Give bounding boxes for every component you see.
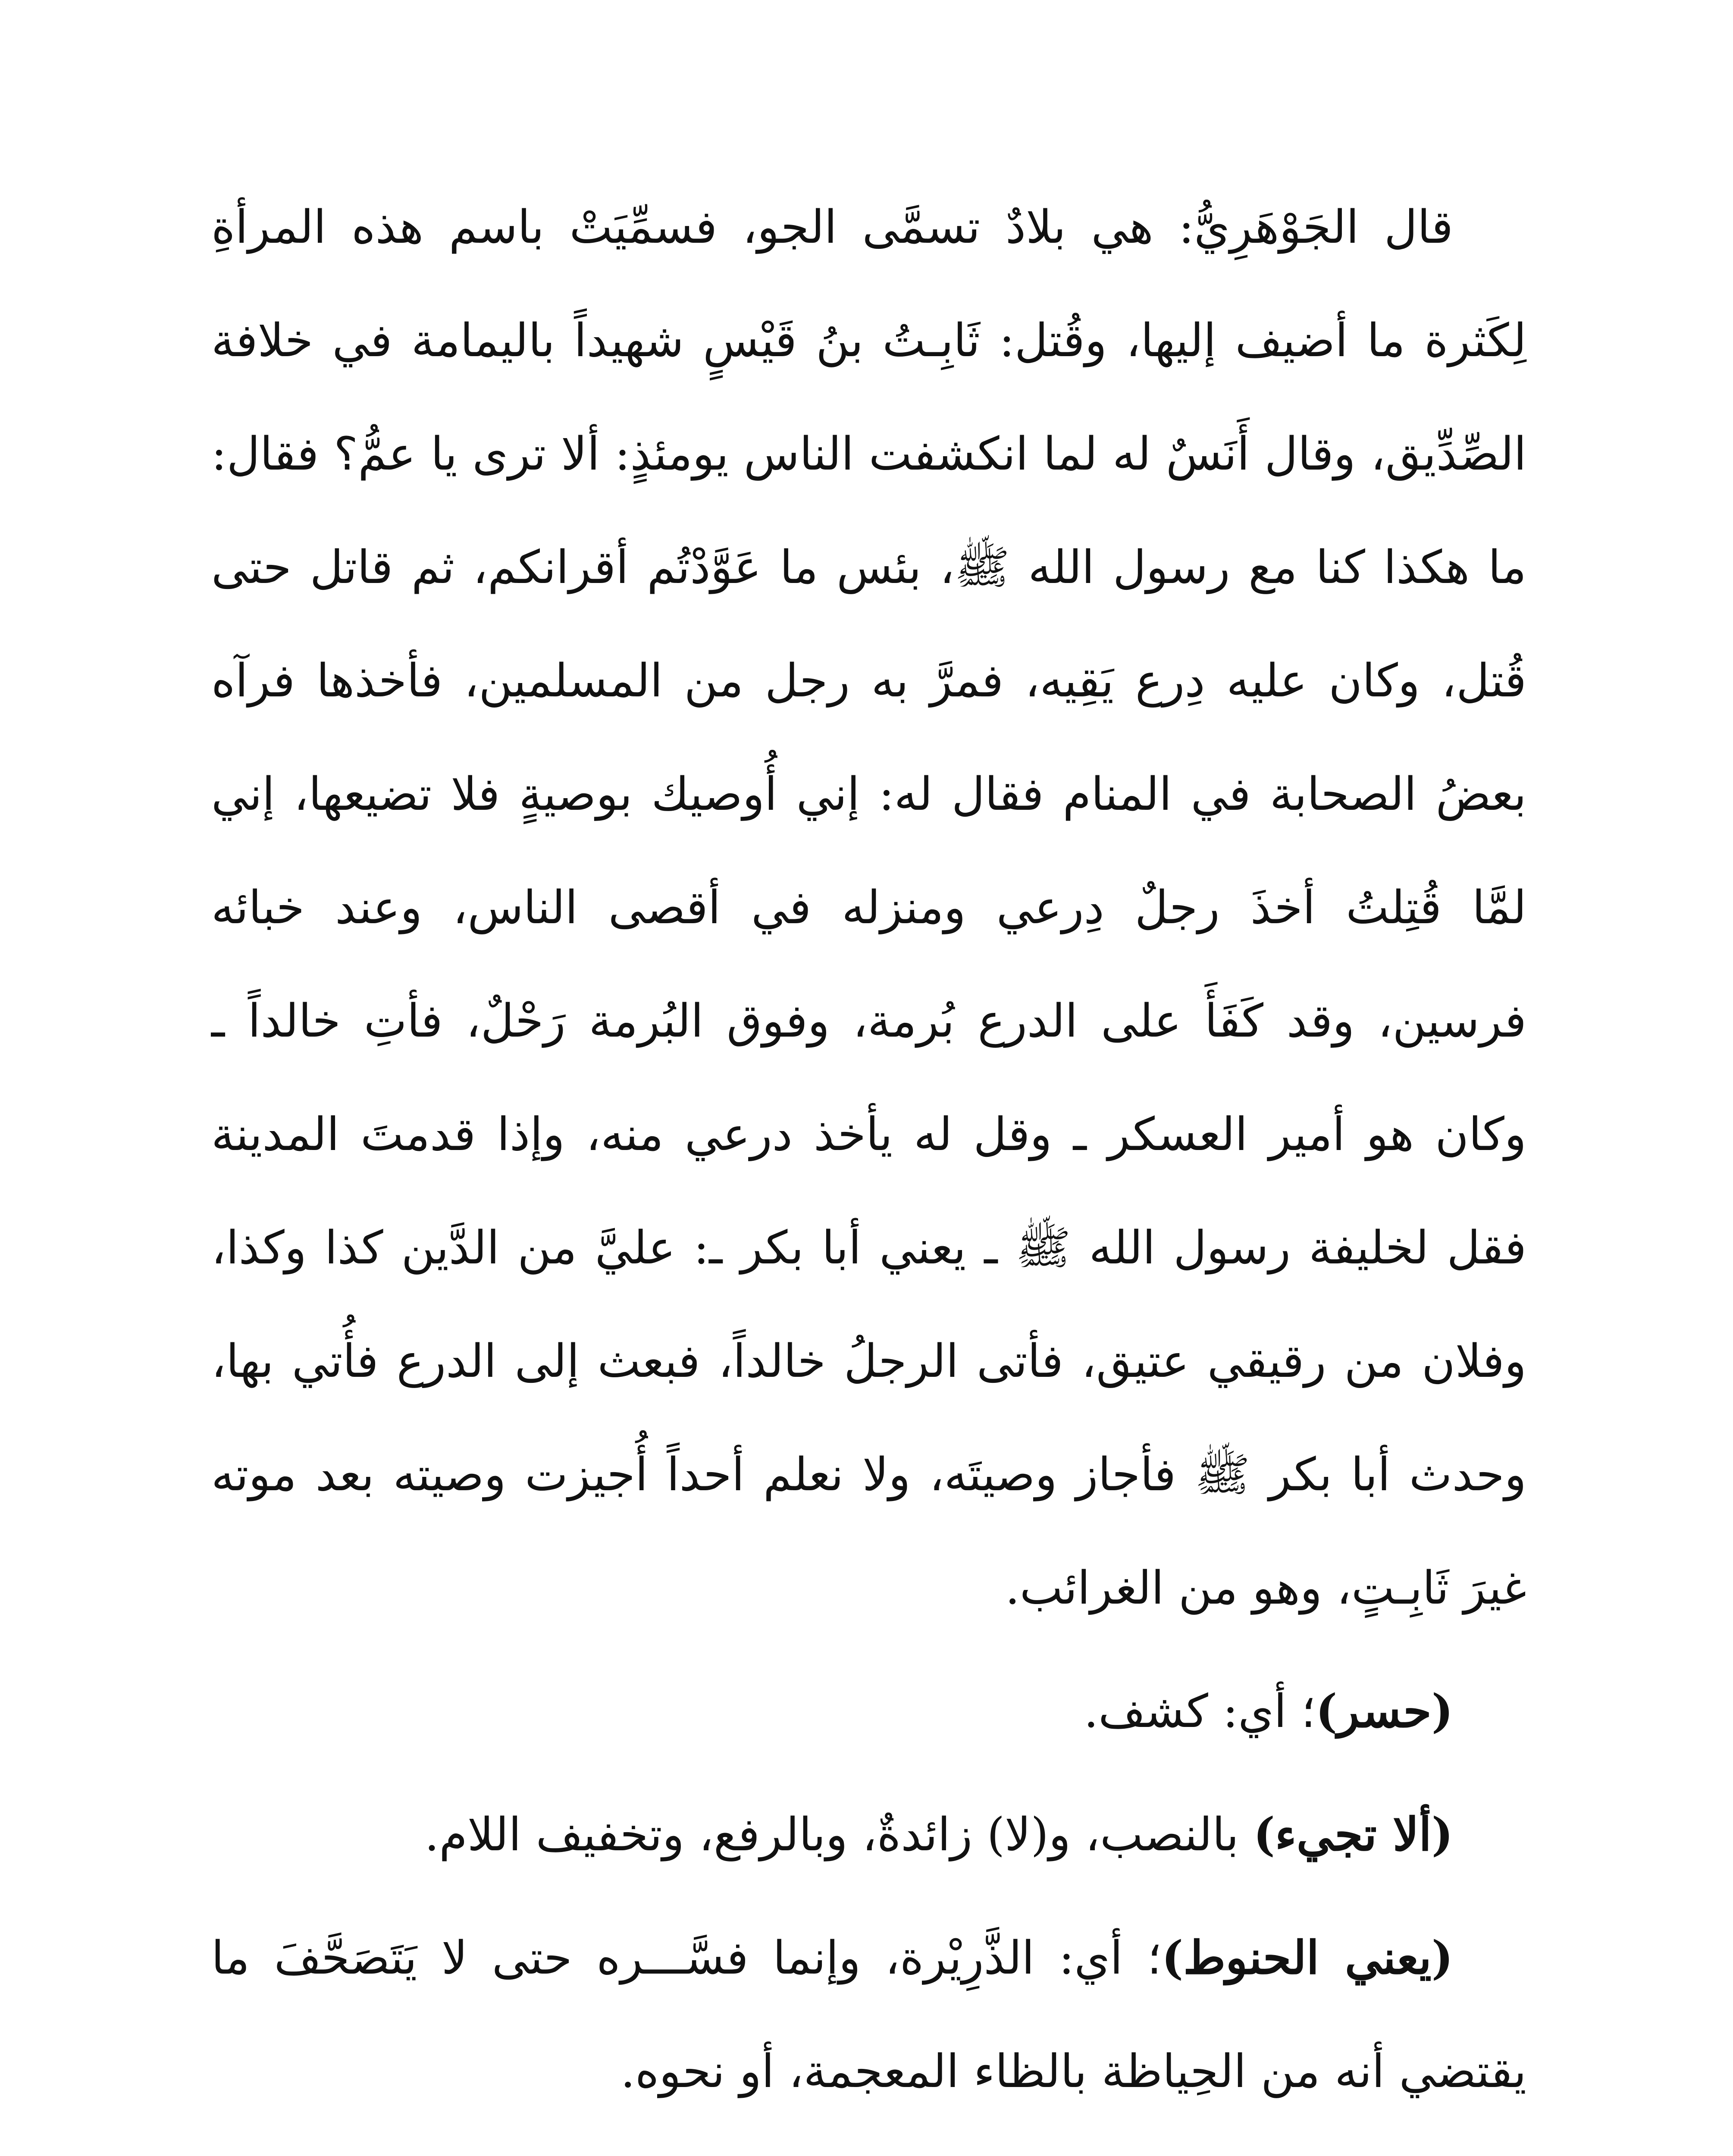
- gloss-separator: ؛: [1286, 1685, 1316, 1738]
- gloss-entry-fadhakar: [211, 2137, 1526, 2156]
- gloss-entry-hanut: [211, 1901, 1526, 2128]
- gloss-term: (حسر): [1316, 1684, 1453, 1738]
- gloss-text: أي: الذَّرِيْرة، وإنما فسَّـــره حتى لا يَتَصَحَّفَ ما يقتضي أنه من الحِياظة بالظاء المعجمة، أو نحوه.: [211, 1931, 1526, 2098]
- gloss-text: بالنصب، و(لا) زائدةٌ، وبالرفع، وتخفيف اللام.: [424, 1808, 1239, 1861]
- gloss-separator: ؛: [1122, 1931, 1162, 1984]
- gloss-term: (ألا تجيء): [1253, 1807, 1453, 1861]
- commentary-body: [211, 170, 1526, 2156]
- gloss-text: أي: كشف.: [1084, 1685, 1287, 1738]
- intro-paragraph: قال الجَوْهَرِيُّ: هي بلادٌ تسمَّى الجو، فسمِّيَتْ باسم هذه المرأةِ لِكَثرة ما أضيف إليها، وقُتل: ثَابِـتُ بنُ قَيْسٍ شهيداً باليمامة في خلافة الصِّدِّيق، وقال أَنَسٌ له لما انكشفت الناس يومئذٍ: ألا ترى يا عمُّ؟ فقال: ما هكذا كنا مع رسول الله ﷺ، بئس ما عَوَّدْتُم أقرانكم، ثم قاتل حتى قُتل، وكان عليه دِرع يَقِيه، فمرَّ به رجل من المسلمين، فأخذها فرآه بعضُ الصحابة في المنام فقال له: إني أُوصيك بوصيةٍ فلا تضيعها، إني لمَّا قُتِلتُ أخذَ رجلٌ دِرعي ومنزله في أقصى الناس، وعند خبائه فرسين، وقد كَفَأَ على الدرع بُرمة، وفوق البُرمة رَحْلٌ، فأتِ خالداً ـ وكان هو أمير العسكر ـ وقل له يأخذ درعي منه، وإذا قدمتَ المدينة فقل لخليفة رسول الله ﷺ ـ يعني أبا بكر ـ: عليَّ من الدَّين كذا وكذا، وفلان من رقيقي عتيق، فأتى الرجلُ خالداً، فبعث إلى الدرع فأُتي بها، وحدث أبا بكر ﷺ فأجاز وصيتَه، ولا نعلم أحداً أُجيزت وصيته بعد موته غيرَ ثَابِـتٍ، وهو من الغرائب.: [211, 201, 1526, 1614]
- gloss-term: (يعني الحنوط): [1161, 1930, 1453, 1984]
- gloss-entry-ala-tajii: [211, 1777, 1526, 1891]
- gloss-separator: [1239, 1808, 1254, 1861]
- gloss-entry-hasar: [211, 1654, 1526, 1768]
